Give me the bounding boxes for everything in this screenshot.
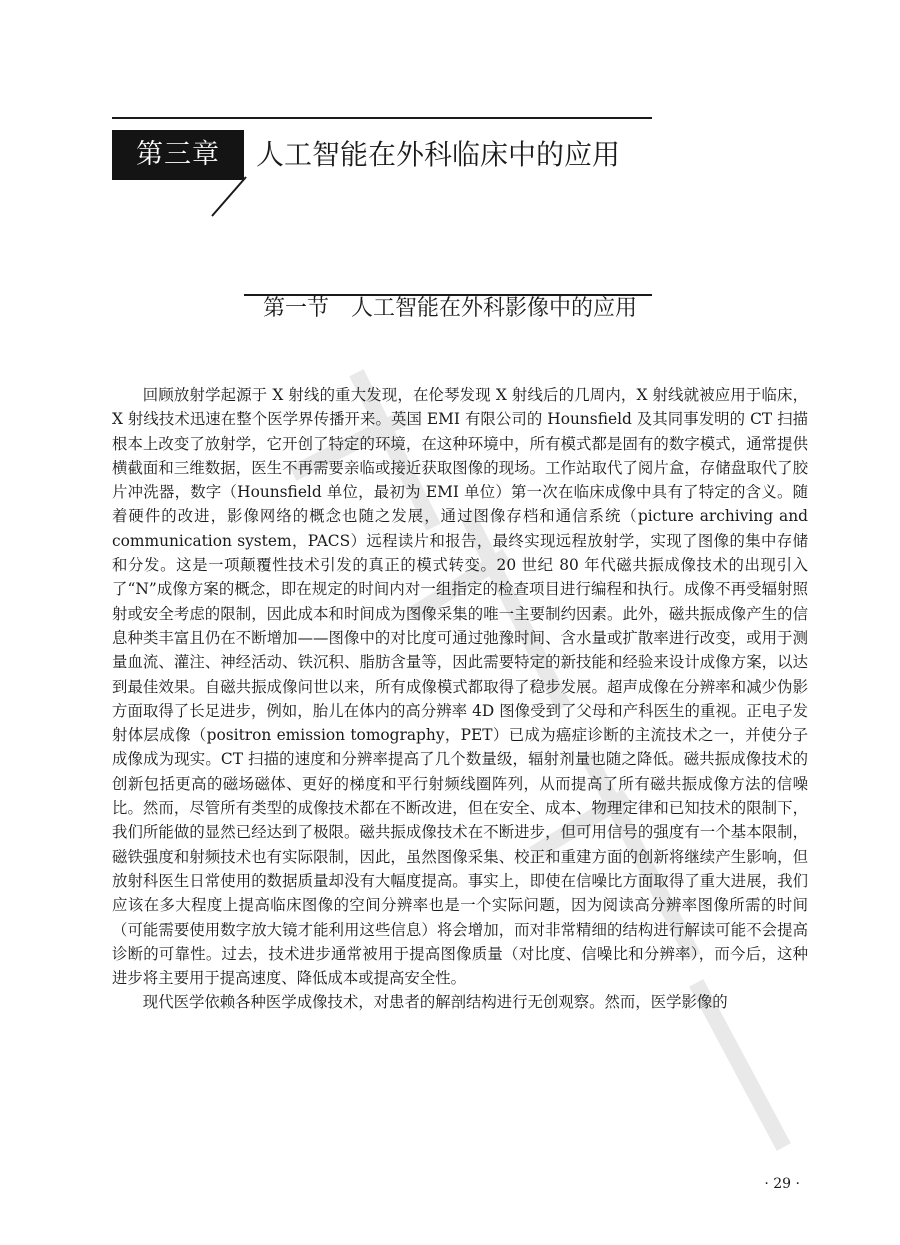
chapter-title: 人工智能在外科临床中的应用 [256, 138, 621, 171]
paragraph-2: 现代医学依赖各种医学成像技术，对患者的解剖结构进行无创观察。然而，医学影像的 [142, 993, 728, 1012]
chapter-label: 第三章 [112, 130, 244, 180]
section-title: 第一节 人工智能在外科影像中的应用 [262, 296, 637, 321]
page-number: · 29 · [764, 1176, 800, 1192]
chapter-diagonal-rule [112, 117, 652, 217]
paragraph-1: 回顾放射学起源于 X 射线的重大发现，在伦琴发现 X 射线后的几周内，X 射线就被应用于临床，X 射线技术迅速在整个医学界传播开来。英国 EMI 有限公司的 Hounsfield 及其同事发明的 CT 扫描根本上改变了放射学，它开创了特定的环境，在这种环境中，所有模式都是固有的数字模式，通常提供横截面和三维数据，医生不再需要亲临或接近获取图像的现场。工作站取代了阅片盒，存储盘取代了胶片冲洗器，数字（Hounsfield 单位，最初为 EMI 单位）第一次在临床成像中具有了特定的含义。随着硬件的改进，影像网络的概念也随之发展，通过图像存档和通信系统（picture archiving and communication system，PACS）远程读片和报告，最终实现远程放射学，实现了图像的集中存储和分发。这是一项颠覆性技术引发的真正的模式转变。20 世纪 80 年代磁共振成像技术的出现引入了“N”成像方案的概念，即在规定的时间内对一组指定的检查项目进行编程和执行。成像不再受辐射照射或安全考虑的限制，因此成本和时间成为图像采集的唯一主要制约因素。此外，磁共振成像产生的信息种类丰富且仍在不断增加——图像中的对比度可通过弛豫时间、含水量或扩散率进行改变，或用于测量血流、灌注、神经活动、铁沉积、脂肪含量等，因此需要特定的新技能和经验来设计成像方案，以达到最佳效果。自磁共振成像问世以来，所有成像模式都取得了稳步发展。超声成像在分辨率和减少伪影方面取得了长足进步，例如，胎儿在体内的高分辨率 4D 图像受到了父母和产科医生的重视。正电子发射体层成像（positron emission tomography，PET）已成为癌症诊断的主流技术之一，并使分子成像成为现实。CT 扫描的速度和分辨率提高了几个数量级，辐射剂量也随之降低。磁共振成像技术的创新包括更高的磁场磁体、更好的梯度和平行射频线圈阵列，从而提高了所有磁共振成像方法的信噪比。然而，尽管所有类型的成像技术都在不断改进，但在安全、成本、物理定律和已知技术的限制下，我们所能做的显然已经达到了极限。磁共振成像技术在不断进步，但可用信号的强度有一个基本限制，磁铁强度和射频技术也有实际限制，因此，虽然图像采集、校正和重建方面的创新将继续产生影响，但放射科医生日常使用的数据质量却没有大幅度提高。事实上，即使在信噪比方面取得了重大进展，我们应该在多大程度上提高临床图像的空间分辨率也是一个实际问题，因为阅读高分辨率图像所需的时间（可能需要使用数字放大镜才能利用这些信息）将会增加，而对非常精细的结构进行解读可能不会提高诊断的可靠性。过去，技术进步通常被用于提高图像质量（对比度、信噪比和分辨率），而今后，这种进步将主要用于提高速度、降低成本或提高安全性。 [112, 386, 808, 988]
chapter-header [112, 117, 652, 217]
body-text [112, 383, 808, 1015]
